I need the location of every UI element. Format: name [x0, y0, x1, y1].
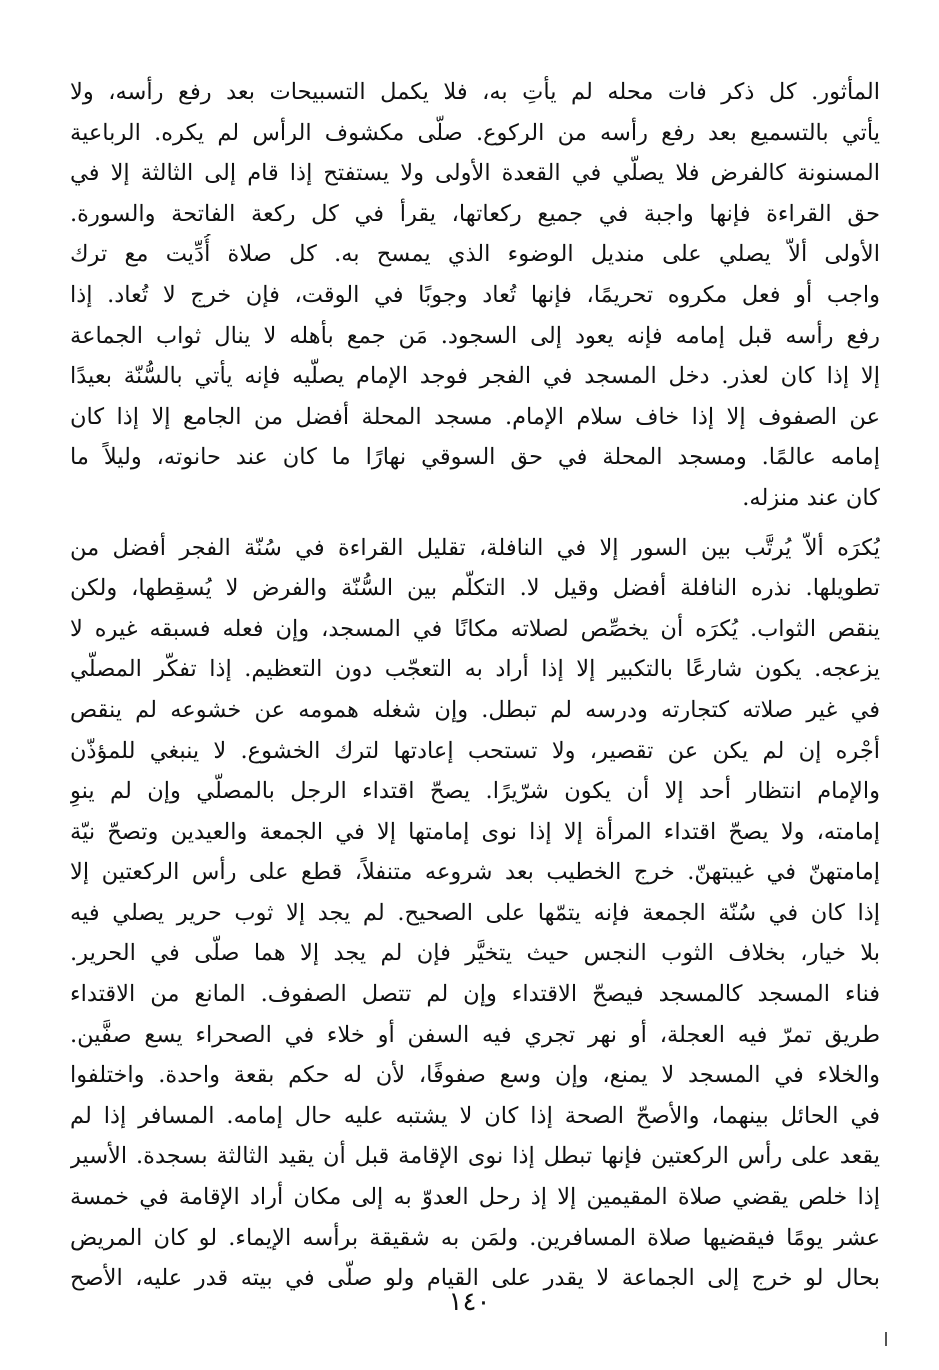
text-line: إذا خلص يقضي صلاة المقيمين إلا إذ رحل العدوّ به إلى مكان أراد الإقامة في خمسة	[70, 1184, 880, 1211]
text-line: طريق تمرّ فيه العجلة، أو نهر تجري فيه السفن أو خلاء في الصحراء يسع صفَّين.	[70, 1021, 880, 1048]
paragraph-2	[70, 528, 880, 1299]
text-line: في غير صلاته كتجارته ودرسه لم تبطل. وإن شغله همومه عن خشوعه لم ينقص	[70, 696, 880, 723]
text-line: إذا كان في سُنّة الجمعة فإنه يتمّها على الصحيح. لم يجد إلا ثوب حرير يصلي فيه	[70, 899, 880, 926]
text-line: إمامتهنّ في غيبتهنّ. خرج الخطيب بعد شروعه متنفلاً، قطع على رأس الركعتين إلا	[70, 859, 880, 886]
text-line: عشر يومًا فيقضيها صلاة المسافرين. ولمَن به شقيقة برأسه الإيماء. لو كان المريض	[70, 1224, 880, 1251]
text-line: في الحائل بينهما، والأصحّ الصحة إذا كان لا يشتبه عليه حال إمامه. المسافر إذا لم	[70, 1102, 880, 1129]
paragraph-1	[70, 72, 880, 519]
text-line: يُكرَه ألاّ يُرتَّب بين السور إلا في النافلة، تقليل القراءة في سُنّة الفجر أفضل من	[70, 534, 880, 561]
text-line: بلا خيار، بخلاف الثوب النجس حيث يتخيَّر فإن لم يجد إلا هما صلّى في الحرير.	[70, 940, 880, 967]
page-number: ١٤٠	[448, 1287, 491, 1317]
text-line: المأثور. كل ذكر فات محله لم يأتِ به، فلا يكمل التسبيحات بعد رفع رأسه، ولا	[70, 79, 880, 105]
paragraph-gap	[70, 519, 880, 528]
text-line: أجْره إن لم يكن عن تقصير، ولا تستحب إعادتها لترك الخشوع. لا ينبغي للمؤذّن	[70, 737, 880, 764]
text-line: عن الصفوف إلا إذا خاف سلام الإمام. مسجد المحلة أفضل من الجامع إلا إذا كان	[70, 403, 880, 430]
text-line: الأولى ألاّ يصلي على منديل الوضوء الذي يمسح به. كل صلاة أُدِّيت مع ترك	[70, 241, 880, 268]
text-line: إمامته، ولا يصحّ اقتداء المرأة إلا إذا نوى إمامتها إلا في الجمعة والعيدين وتصحّ نيّة	[70, 818, 880, 845]
text-line: والإمام انتظار أحد إلا أن يكون شرّيرًا. يصحّ اقتداء الرجل بالمصلّي وإن لم ينوِ	[70, 778, 880, 805]
page-body	[70, 72, 880, 1299]
margin-mark	[885, 1332, 887, 1346]
text-line: إمامه عالمًا. ومسجد المحلة في حق السوقي نهارًا ما كان عند حانوته، وليلاً ما	[70, 444, 880, 471]
text-line: يقعد على رأس الركعتين فإنها تبطل إذا نوى الإقامة قبل أن يقيد الثالثة بسجدة. الأسير	[70, 1143, 880, 1170]
text-line: المسنونة كالفرض فلا يصلّي في القعدة الأولى ولا يستفتح إذا قام إلى الثالثة إلا في	[70, 160, 880, 187]
text-line: بحال لو خرج إلى الجماعة لا يقدر على القيام ولو صلّى في بيته قدر عليه، الأصح	[70, 1265, 880, 1292]
text-line: تطويلها. نذره النافلة أفضل وقيل لا. التكلّم بين السُّنّة والفرض لا يُسقِطها، ولكن	[70, 575, 880, 602]
text-line: يزعجه. يكون شارعًا بالتكبير إلا إذا أراد به التعجّب دون التعظيم. إذا تفكّر المصلّي	[70, 656, 880, 683]
text-line: فناء المسجد كالمسجد فيصحّ الاقتداء وإن لم تتصل الصفوف. المانع من الاقتداء	[70, 981, 880, 1008]
text-line: ينقص الثواب. يُكرَه أن يخصِّص لصلاته مكانًا في المسجد، وإن فعله فسبقه غيره لا	[70, 615, 880, 642]
text-line: رفع رأسه قبل إمامه فإنه يعود إلى السجود. مَن جمع بأهله لا ينال ثواب الجماعة	[70, 322, 880, 349]
text-line: حق القراءة فإنها واجبة في جميع ركعاتها، يقرأ في كل ركعة الفاتحة والسورة.	[70, 200, 880, 227]
text-line: واجب أو فعل مكروه تحريمًا، فإنها تُعاد وجوبًا في الوقت، فإن خرج لا تُعاد. إذا	[70, 281, 880, 308]
text-line: والخلاء في المسجد لا يمنع، وإن وسع صفوفًا، لأن له حكم بقعة واحدة. واختلفوا	[70, 1062, 880, 1089]
text-line: إلا إذا كان لعذر. دخل المسجد في الفجر فوجد الإمام يصلّيه فإنه يأتي بالسُّنّة بعيدًا	[70, 363, 880, 390]
text-line: كان عند منزله.	[742, 484, 880, 511]
text-line: يأتي بالتسميع بعد رفع رأسه من الركوع. صلّى مكشوف الرأس لم يكره. الرباعية	[70, 119, 880, 146]
